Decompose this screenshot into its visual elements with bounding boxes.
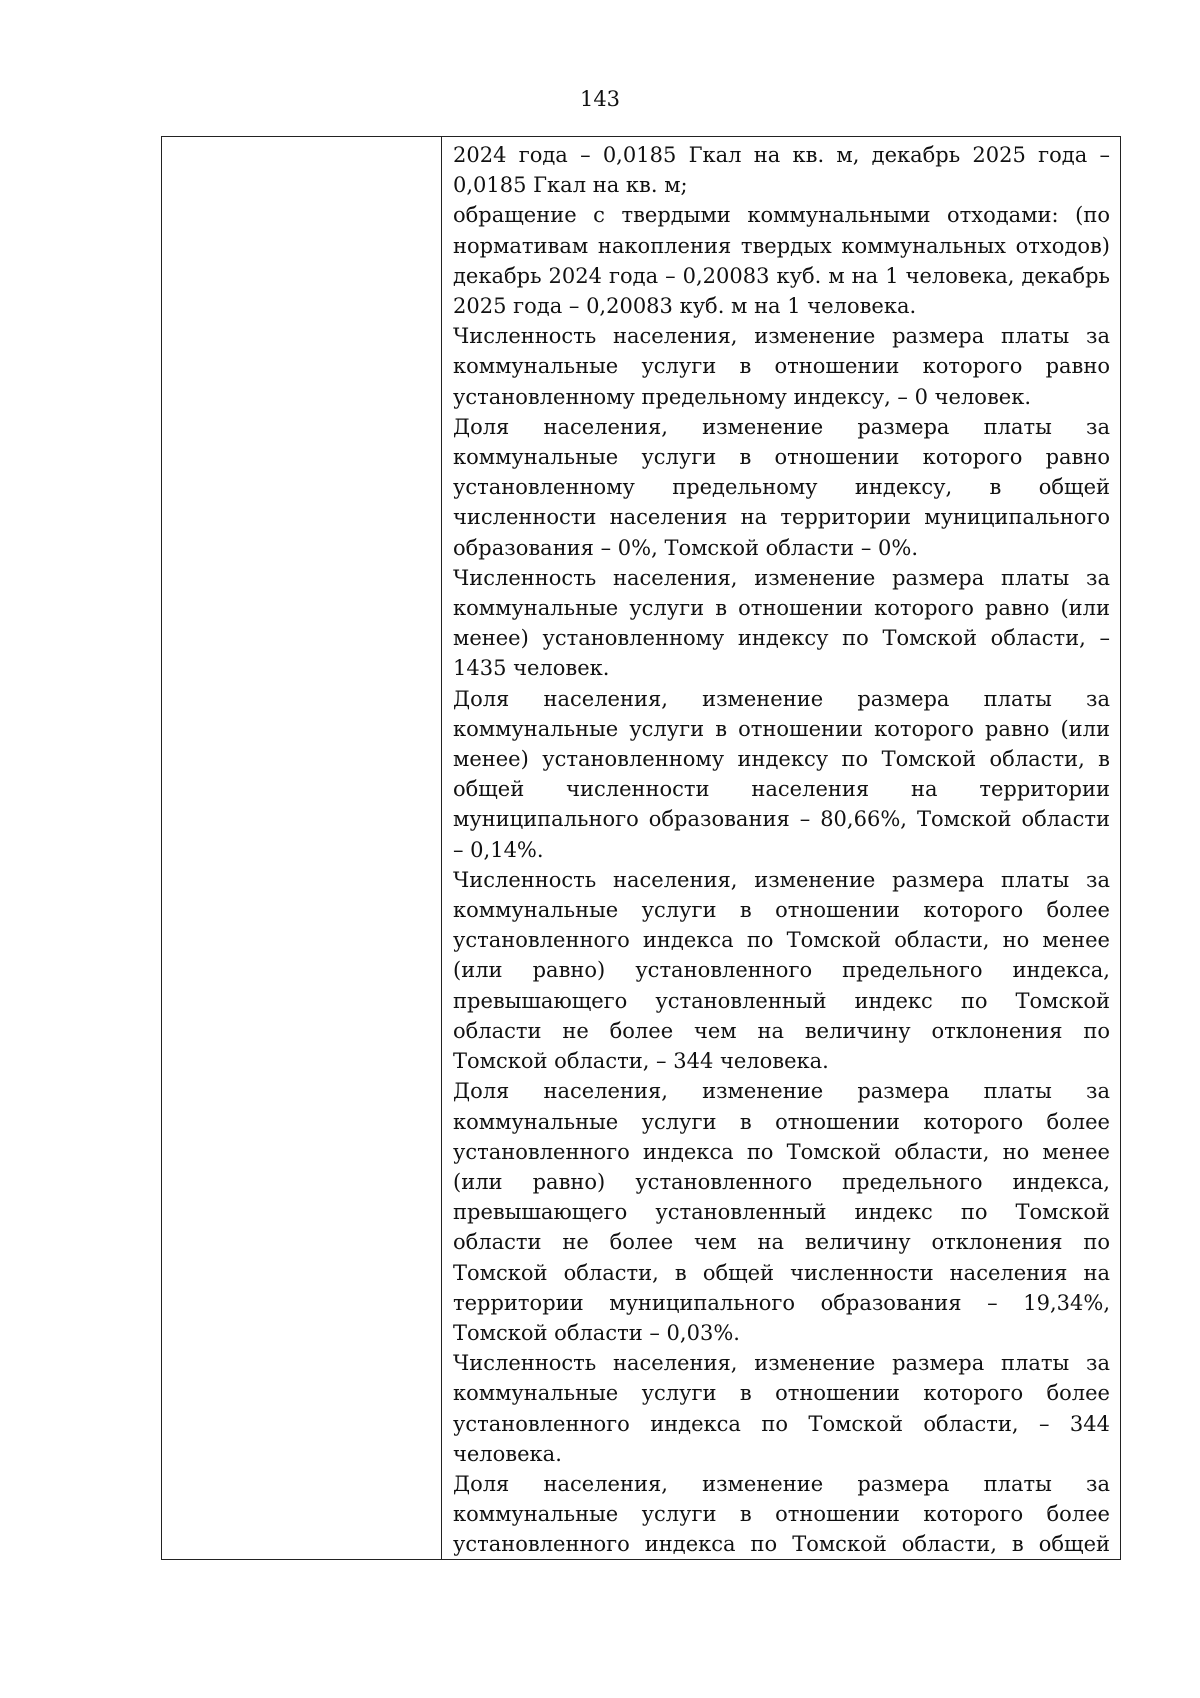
text-line: человека. <box>453 1441 562 1466</box>
text-line: Томской области, в общей численности населения на <box>453 1260 1110 1285</box>
paragraph <box>453 563 1110 684</box>
text-line: Доля населения, изменение размера платы за <box>453 414 1110 439</box>
text-line: установленному предельному индексу, – 0 человек. <box>453 384 1031 409</box>
text-line: нормативам накопления твердых коммунальных отходов) <box>453 233 1110 258</box>
text-line: Доля населения, изменение размера платы за <box>453 1079 1110 1104</box>
text-line: (или равно) установленного предельного индекса, <box>453 958 1110 983</box>
text-line: Численность населения, изменение размера платы за <box>453 565 1110 590</box>
text-line: территории муниципального образования – 19,34%, <box>453 1290 1110 1315</box>
text-line: коммунальные услуги в отношении которого равно (или <box>453 716 1110 741</box>
paragraph <box>453 684 1110 865</box>
text-line: установленного индекса по Томской области, но менее <box>453 1139 1110 1164</box>
text-line: превышающего установленный индекс по Томской <box>453 1200 1110 1225</box>
table-left-cell <box>162 137 442 1559</box>
paragraph <box>453 1076 1110 1348</box>
paragraph <box>453 321 1110 412</box>
text-line: Численность населения, изменение размера платы за <box>453 324 1110 349</box>
text-line: 2024 года – 0,0185 Гкал на кв. м, декабрь 2025 года – <box>453 143 1110 167</box>
text-line: установленному предельному индексу, в общей <box>453 475 1110 500</box>
page-number: 143 <box>579 87 621 111</box>
paragraph <box>453 412 1110 563</box>
text-line: общей численности населения на территории <box>453 777 1110 802</box>
table-right-cell <box>442 137 1120 1559</box>
text-line: Томской области – 0,03%. <box>453 1320 740 1345</box>
text-line: коммунальные услуги в отношении которого равно <box>453 354 1110 379</box>
text-line: 1435 человек. <box>453 656 610 681</box>
paragraph <box>453 140 1110 200</box>
text-line: коммунальные услуги в отношении которого равно (или <box>453 596 1110 621</box>
text-line: коммунальные услуги в отношении которого более <box>453 1502 1110 1527</box>
text-line: области не более чем на величину отклонения по <box>453 1018 1110 1043</box>
paragraph <box>453 200 1110 321</box>
text-line: Численность населения, изменение размера платы за <box>453 867 1110 892</box>
text-line: превышающего установленный индекс по Томской <box>453 988 1110 1013</box>
text-line: установленного индекса по Томской области, – 344 <box>453 1411 1110 1436</box>
text-line: Доля населения, изменение размера платы за <box>453 686 1110 711</box>
text-line: Томской области, – 344 человека. <box>453 1049 829 1074</box>
text-line: коммунальные услуги в отношении которого более <box>453 1109 1110 1134</box>
text-line: установленного индекса по Томской области, но менее <box>453 928 1110 953</box>
text-line: менее) установленному индексу по Томской области, в <box>453 747 1110 772</box>
text-line: Доля населения, изменение размера платы за <box>453 1471 1110 1496</box>
text-line: коммунальные услуги в отношении которого более <box>453 1381 1110 1406</box>
text-line: установленного индекса по Томской области, в общей <box>453 1532 1110 1557</box>
paragraph <box>453 865 1110 1076</box>
text-line: 2025 года – 0,20083 куб. м на 1 человека. <box>453 294 917 319</box>
text-line: образования – 0%, Томской области – 0%. <box>453 535 918 560</box>
text-line: коммунальные услуги в отношении которого более <box>453 898 1110 923</box>
text-line: обращение с твердыми коммунальными отходами: (по <box>453 203 1110 228</box>
text-line: Численность населения, изменение размера платы за <box>453 1351 1110 1376</box>
paragraph <box>453 1469 1110 1559</box>
text-line: – 0,14%. <box>453 837 544 862</box>
text-line: менее) установленному индексу по Томской области, – <box>453 626 1110 651</box>
text-line: численности населения на территории муниципального <box>453 505 1110 530</box>
text-line: области не более чем на величину отклонения по <box>453 1230 1110 1255</box>
text-line: коммунальные услуги в отношении которого равно <box>453 445 1110 470</box>
text-line: декабрь 2024 года – 0,20083 куб. м на 1 человека, декабрь <box>453 263 1110 288</box>
paragraph <box>453 1348 1110 1469</box>
document-table <box>161 136 1121 1560</box>
text-line: 0,0185 Гкал на кв. м; <box>453 173 688 198</box>
text-line: муниципального образования – 80,66%, Томской области <box>453 807 1110 832</box>
text-line: (или равно) установленного предельного индекса, <box>453 1169 1110 1194</box>
